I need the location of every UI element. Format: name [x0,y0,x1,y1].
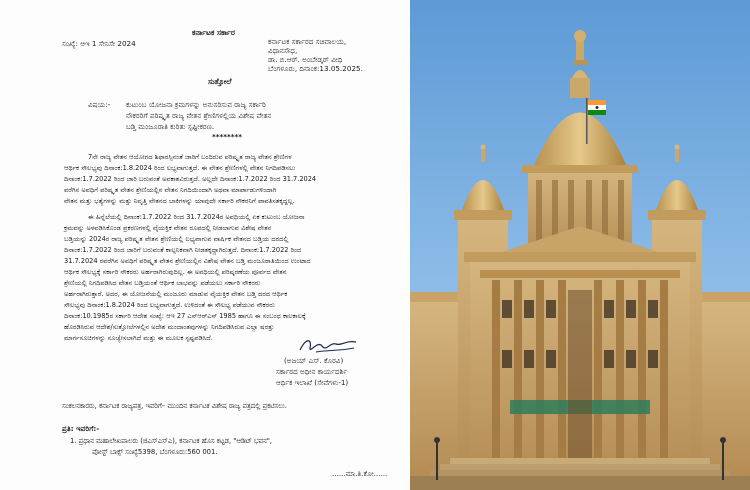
paragraph-line: ದಿನಾಂಕ:1.7.2022 ರಿಂದ ಜಾರಿ ಬರುವಂತೆ ಅವಕಾಶವಿರುತ್ತದೆ. ಅಲ್ಲದೇ ದಿನಾಂಕ:1.7.2022 ರಿಂದ 31.7.2024 [64,175,317,183]
recipient-item: 1. ಪ್ರಧಾನ ಮಹಾಲೇಖಪಾಲರು (ಜಿಎಸ್‌ಎಸ್‌ಎ), ಕರ್ನಾಟಕ ಹೊಸ ಕಟ್ಟಡ, "ಆಡಿಟ್ ಭವನ", [70,437,273,445]
cc-line: ಸಂಕಲನಕಾರರು, ಕರ್ನಾಟಕ ರಾಜ್ಯಪತ್ರ, ಇವರಿಗೆ– ಮುಂದಿನ ಕರ್ನಾಟಕ ವಿಶೇಷ ರಾಜ್ಯ ಪತ್ರದಲ್ಲಿ ಪ್ರಕಟಿಸಲು. [62,402,287,410]
paragraph-line: ಕ್ರಮವನ್ನು ಅಳವಡಿಸಿಕೊಂಡ ಪ್ರಕರಣಗಳಲ್ಲಿ ವೈಯಕ್ತಿಕ ವೇತನ ರೂಪದಲ್ಲಿ ನೀಡಲಾಗುವ ವಿಶೇಷ ವೇತನ [64,224,272,232]
paragraph-line: ವರೆಗಿನ ಅವಧಿಗೆ ಪರಿಷ್ಕೃತ ವೇತನ ಶ್ರೇಣಿಯಲ್ಲಿನ ವೇತನ ನಿಗದಿಯಿಂದಾಗಿ ಅಥವಾ ಮಾರ್ಪಾಡುಗಳಿಂದಾಗಿ [64,186,277,194]
paragraph-line: 31.7.2024 ರವರೆಗಿನ ಅವಧಿಗೆ ಪರಿಷ್ಕೃತ ವೇತನ ಶ್ರೇಣಿಯಲ್ಲಿನ ವಿಶೇಷ ವೇತನ ಬಡ್ತಿ ಮಂಜೂರಾತಿಯಿಂದ ಉಂಟಾದ [64,257,311,265]
vidhana-soudha-photo [410,0,750,490]
subject-line: ಬಡ್ತಿ ಮಂಜೂರಾತಿ ಕುರಿತು ಸ್ಪಷ್ಟೀಕರಣ. [126,122,215,131]
address-line: ಕರ್ನಾಟಕ ಸರ್ಕಾರದ ಸಚಿವಾಲಯ, [268,37,347,46]
paragraph-line: ದಿನಾಂಕ:10.1985ರ ಸರ್ಕಾರಿ ಆದೇಶ ಸಂಖ್ಯೆ: ಆಇ 27 ಎಸ್‌ಆರ್‌ಎಸ್ 1985 ಹಾಗೂ ಈ ಸಂಬಂಧ ಕಾಲಕಾಲಕ್ಕೆ [64,312,306,320]
page-continued-footer: ......ಮಾ.ತಿ.ಕೋ...... [332,469,388,478]
address-line: ಬೆಂಗಳೂರು, ದಿನಾಂಕ:13.05.2025. [268,64,363,73]
signatory-name: (ಅಜಯ್ ಎಸ್. ಕೊರವಿ) [284,356,344,365]
notice-title: ಸುತ್ತೋಲೆ [208,77,232,86]
paragraph-line: ಬಡ್ತಿಯನ್ನು 2024ರ ರಾಜ್ಯ ಪರಿಷ್ಕೃತ ವೇತನ ಶ್ರೇಣಿಯಲ್ಲಿ ಲಭ್ಯವಾಗುವ ವಾರ್ಷಿಕ ವೇತನದ ಬಡ್ತಿಯ ದರದಲ್ಲಿ [64,235,289,243]
signatory-designation: ಸರ್ಕಾರದ ಅಧೀನ ಕಾರ್ಯದರ್ಶಿ [276,367,348,376]
front-steps [410,458,750,490]
address-line: ವಿಧಾನಸೌಧ, [268,46,298,55]
document-header: ಕರ್ನಾಟಕ ಸರ್ಕಾರ [192,28,235,37]
paragraph-line: ಶ್ರೇಣಿಯಲ್ಲಿ ನಿಗದಿಪಡಿಸಿದ ವೇತನ ಬಡ್ತಿಯಂತೆ ಆರ್ಥಿಕ ಲಾಭವನ್ನು ಪಡೆಯಲು ಸರ್ಕಾರಿ ನೌಕರರು [64,279,261,287]
subject-label: ವಿಷಯ:- [88,100,111,109]
reference-number: ಸಂಖ್ಯೆ: ಆಇ 1 ಸೇನಿಸೇ 2024 [62,39,136,48]
paragraph-line: ಈ ಹಿನ್ನೆಲೆಯಲ್ಲಿ ದಿನಾಂಕ:1.7.2022 ರಿಂದ 31.7.2024ರ ಅವಧಿಯಲ್ಲಿ ಏಕ ಕುಟುಂಬ ಯೋಜನಾ [88,213,305,221]
paragraph-line: 7ನೇ ರಾಜ್ಯ ವೇತನ ಆಯೋಗದ ಶಿಫಾರಸ್ಸಿನಂತೆ ಜಾರಿಗೆ ಬಂದಿರುವ ಪರಿಷ್ಕೃತ ರಾಜ್ಯ ವೇತನ ಶ್ರೇಣಿಗಳ [88,153,292,161]
paragraph-line: ದಿನಾಂಕ:1.7.2022 ರಿಂದ ಜಾರಿಗೆ ಬರುವಂತೆ ಕಾಲ್ಪನಿಕವಾಗಿ ನೀಡತಕ್ಕದ್ದಾಗಿರುತ್ತದೆ. ದಿನಾಂಕ:1.7.2022 ರಿಂದ [64,246,302,254]
signatory-department: ಆರ್ಥಿಕ ಇಲಾಖೆ (ಸೇವೆಗಳು-1) [276,378,349,387]
recipient-item: ಪೋಸ್ಟ್ ಬಾಕ್ಸ್ ಸಂಖ್ಯೆ5398, ಬೆಂಗಳೂರು:560 001. [92,448,218,456]
paragraph-line: ಅರ್ಹರಾಗಿರುತ್ತಾರೆ. ಅದರ, ಈ ಯೋಜನೆಯಲ್ಲಿ ಮಂಜೂರು ಮಾಡುವ ವೈಯಕ್ತಿಕ ವೇತನ ಬಡ್ತಿ ದರದ ಆರ್ಥಿಕ [64,290,288,298]
paragraph-line: ಹೊರಡಿಸಿರುವ ಆದೇಶ/ಸುತ್ತೋಲೆಗಳಲ್ಲಿನ ಅದೇಶ ಮಂದಾಂತವುಗಳನ್ನು ನಿಗದಿಪಡಿಸಿರುವ ಎಲ್ಲಾ ಷರತ್ತು [64,323,275,331]
address-line: ಡಾ. ಬಿ.ಆರ್. ಅಂಬೇಡ್ಕರ್ ವೀಧಿ [268,55,343,64]
paragraph-line: ಆರ್ಥಿಕ ಸೌಲಭ್ಯಕ್ಕೆ ಸರ್ಕಾರಿ ನೌಕರರು ಅರ್ಹರಾಗಿರುವುದಿಲ್ಲ. ಈ ಅವಧಿಯಲ್ಲಿ ಪರಿಷ್ಕರಣೆಯ ಪೂರ್ವದ ವೇತನ [64,268,287,276]
subject-line: ನೌಕರರಿಗೆ ಪರಿಷ್ಕೃತ ರಾಜ್ಯ ವೇತನ ಶ್ರೇಣಿಗಳಲ್ಲಿಯ ವಿಶೇಷ ವೇತನ [126,111,272,120]
paragraph-line: ಸೌಲಭ್ಯವು ದಿನಾಂಕ:1.8.2024 ರಿಂದ ಲಭ್ಯವಾಗುತ್ತದೆ. ಉಳಿದಂತೆ ಈ ಸೌಲಭ್ಯ ಪಡೆಯುವ ನೌಕರರು [64,301,275,309]
recipients-label: ಪ್ರತಿ: ಇವರಿಗೆ:- [62,424,100,433]
paragraph-line: ವೇತನ ಮತ್ತು ಭತ್ಯೆಗಳನ್ನು ಮತ್ತು ನಿವೃತ್ತಿ ವೇತನದ ಬಾಕಿಗಳನ್ನು ಯಾವುದೇ ಸರ್ಕಾರಿ ನೌಕರನಿಗೆ ಪಾವತಿಸತಕ್ಕದ್ದಲ್ಲ. [64,197,295,205]
handwritten-signature [296,334,360,358]
building-illustration [410,0,750,490]
separator-stars: ******** [212,132,243,141]
subject-line: ಕುಟುಂಬ ಯೋಜನಾ ಕ್ರಮಗಳನ್ನು ಅನುಸರಿಸುವ ರಾಜ್ಯ ಸರ್ಕಾರಿ [126,100,266,109]
paragraph-line: ಆರ್ಥಿಕ ಸೌಲಭ್ಯವು ದಿನಾಂಕ:1.8.2024 ರಿಂದ ಲಭ್ಯವಾಗುತ್ತದೆ. ಈ ವೇತನ ಶ್ರೇಣಿಗಳಲ್ಲಿ ವೇತನ ನಿಗದಿಪಡಿಸಲು [64,164,296,172]
main-facade [464,226,696,490]
paragraph-line: ಮಾರ್ಗಸೂಚಿಗಳನ್ನು ಸೂಚ್ಯೇಸಲಾಗಿದೆ ಮತ್ತು ಈ ಮೂಲಕ ಸ್ಪಷ್ಟಪಡಿಸಿದೆ. [64,334,213,342]
